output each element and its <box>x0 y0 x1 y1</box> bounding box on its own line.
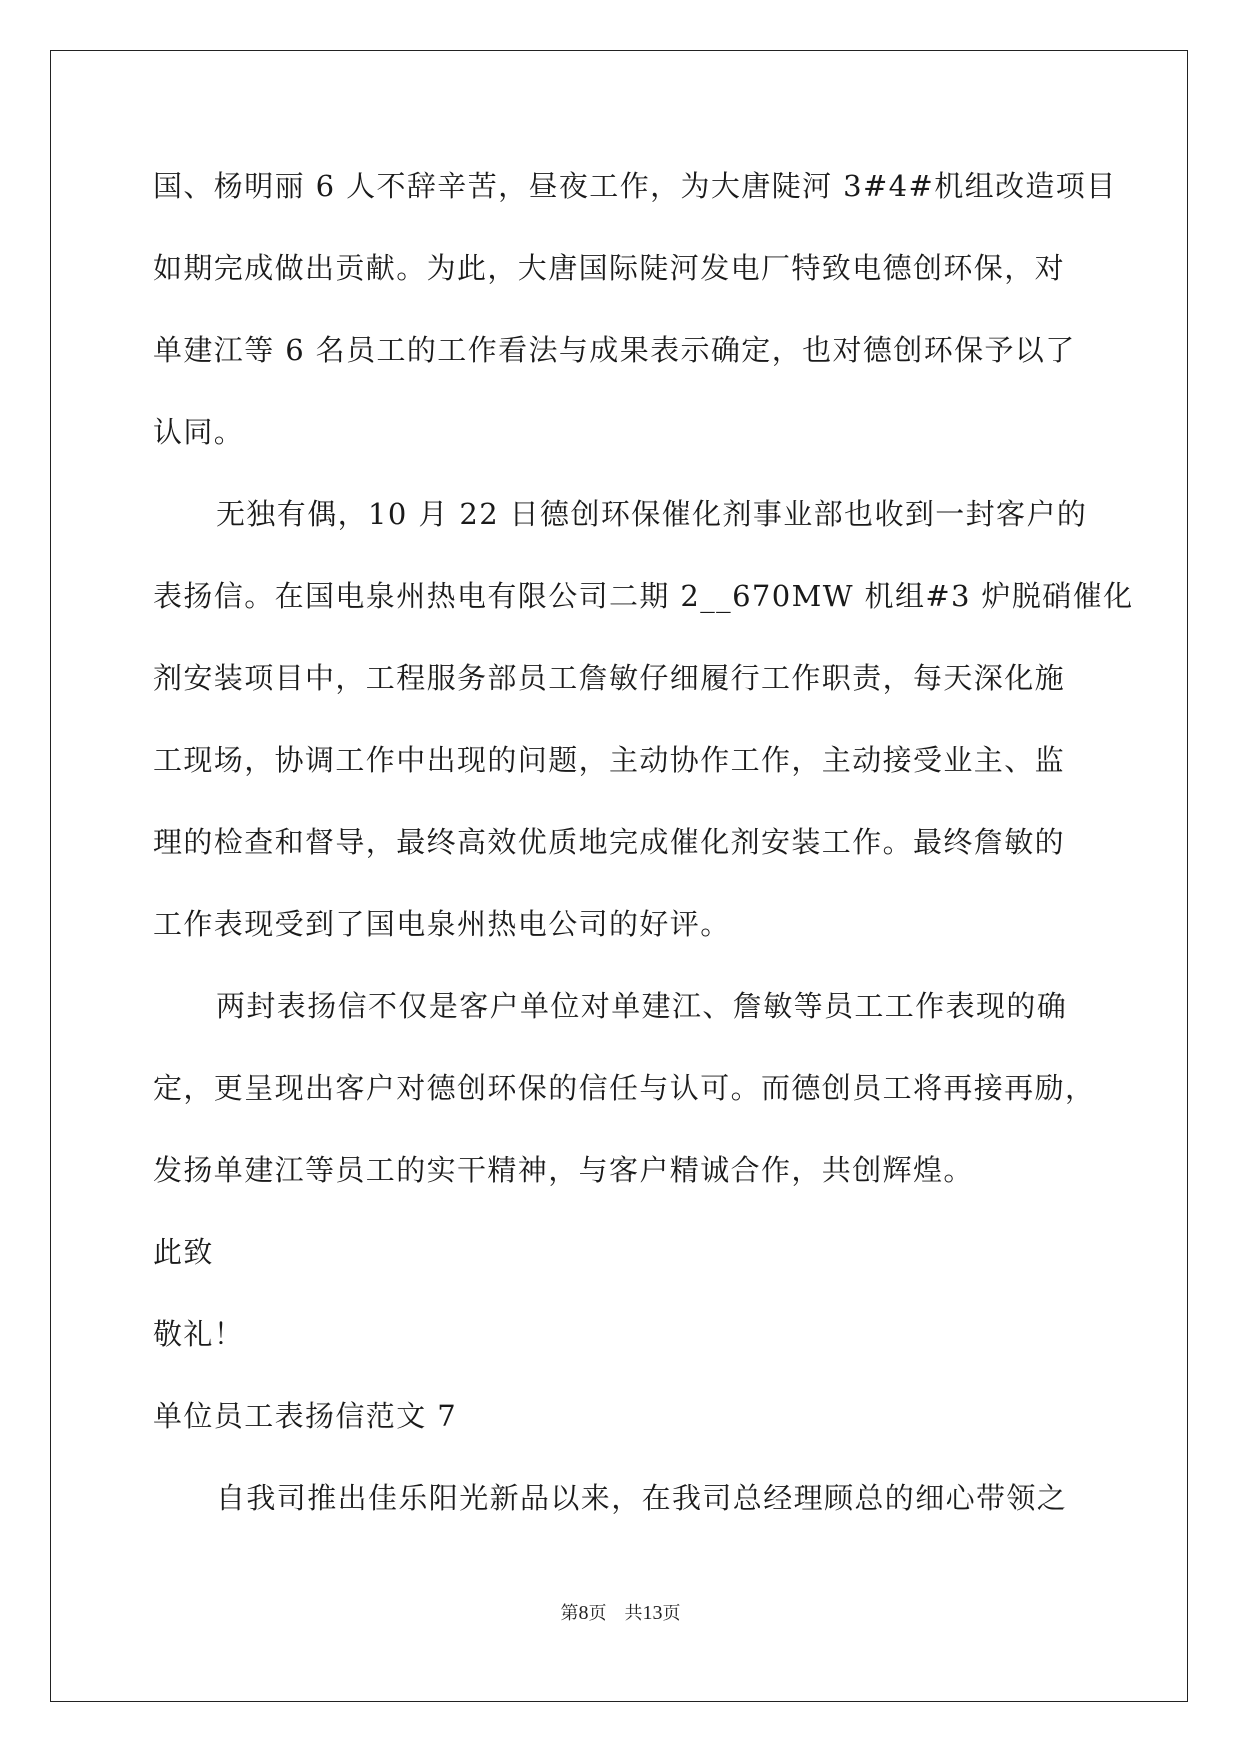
section-heading: 单位员工表扬信范文 7 <box>153 1399 458 1433</box>
total-pages: 13 <box>642 1602 663 1624</box>
body-line: 如期完成做出贡献。为此，大唐国际陡河发电厂特致电德创环保，对 <box>153 251 1066 285</box>
closing-regards: 敬礼！ <box>153 1317 245 1351</box>
body-line: 剂安装项目中，工程服务部员工詹敏仔细履行工作职责，每天深化施 <box>153 661 1066 695</box>
body-line: 工作表现受到了国电泉州热电公司的好评。 <box>153 907 731 941</box>
body-line: 国、杨明丽 6 人不辞辛苦，昼夜工作，为大唐陡河 3#4#机组改造项目 <box>153 169 1117 203</box>
body-line: 理的检查和督导，最终高效优质地完成催化剂安装工作。最终詹敏的 <box>153 825 1066 859</box>
document-body <box>153 166 1134 1560</box>
body-line: 单建江等 6 名员工的工作看法与成果表示确定，也对德创环保予以了 <box>153 333 1076 367</box>
body-line: 无独有偶，10 月 22 日德创环保催化剂事业部也收到一封客户的 <box>216 497 1088 531</box>
page-number: 8 <box>578 1602 589 1624</box>
body-line: 两封表扬信不仅是客户单位对单建江、詹敏等员工工作表现的确 <box>216 989 1068 1023</box>
body-line: 自我司推出佳乐阳光新品以来，在我司总经理顾总的细心带领之 <box>216 1481 1068 1515</box>
body-line: 发扬单建江等员工的实干精神，与客户精诚合作，共创辉煌。 <box>153 1153 974 1187</box>
body-line: 定，更呈现出客户对德创环保的信任与认可。而德创员工将再接再励， <box>153 1071 1096 1105</box>
body-line: 认同。 <box>153 415 245 449</box>
closing-salutation: 此致 <box>153 1235 214 1269</box>
footer-prefix: 第 <box>560 1603 579 1624</box>
body-line: 工现场，协调工作中出现的问题，主动协作工作，主动接受业主、监 <box>153 743 1066 777</box>
footer-suffix: 页 <box>662 1603 681 1624</box>
page-footer <box>0 1599 1241 1625</box>
body-line: 表扬信。在国电泉州热电有限公司二期 2__670MW 机组#3 炉脱硝催化 <box>153 579 1134 613</box>
footer-middle: 页 共 <box>588 1603 643 1624</box>
